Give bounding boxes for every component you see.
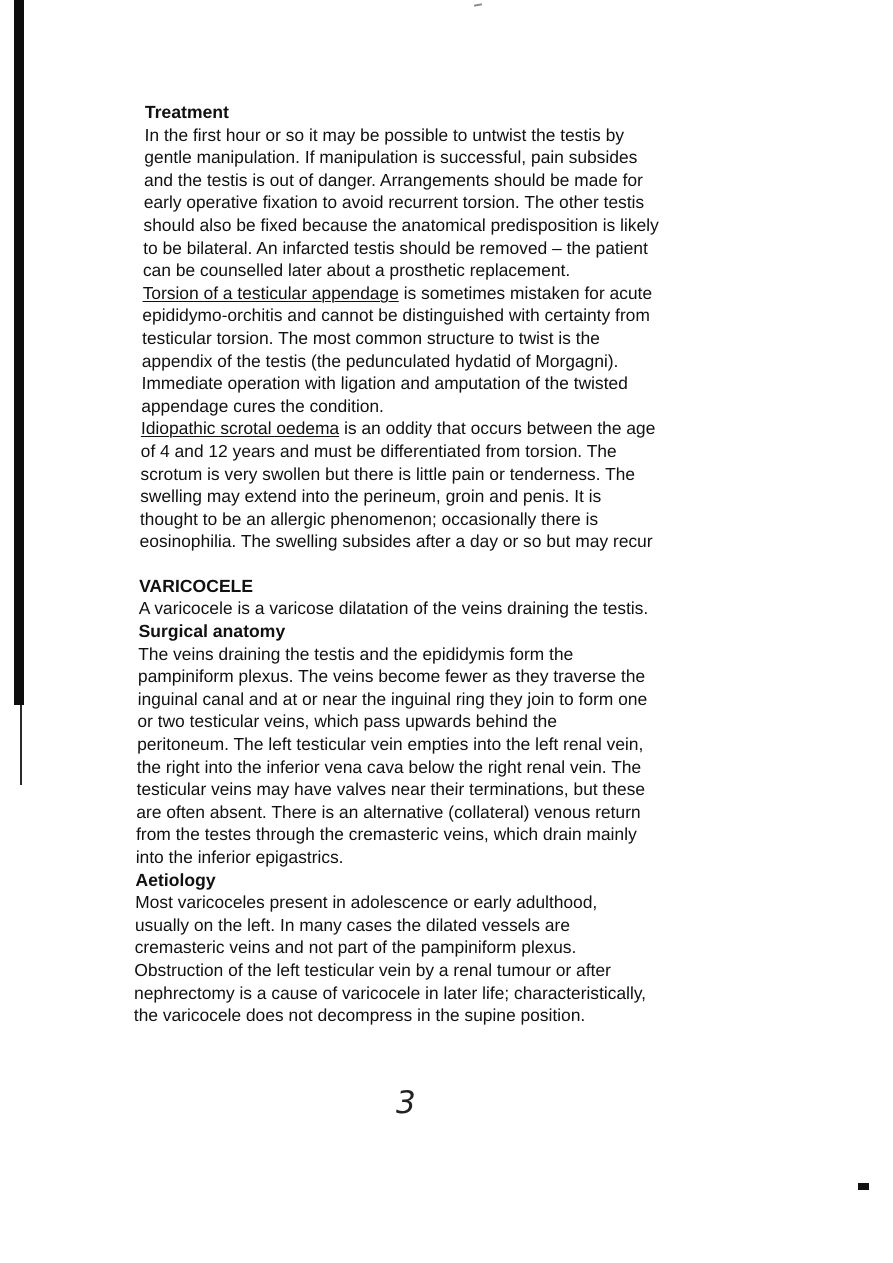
text-line: thought to be an allergic phenomenon; occasionally there is — [139, 508, 599, 529]
surgical-anatomy-heading: Surgical anatomy — [138, 621, 286, 642]
text-fragment: is an oddity that occurs between the age — [339, 418, 656, 439]
text-line: nephrectomy is a cause of varicocele in later life; characteristically, — [133, 982, 647, 1003]
text-line: appendage cures the condition. — [141, 395, 385, 416]
text-line: the varicocele does not decompress in the supine position. — [133, 1005, 586, 1026]
aetiology-text — [134, 891, 746, 1027]
text-line: into the inferior epigastrics. — [135, 847, 344, 867]
varicocele-heading: VARICOCELE — [138, 575, 254, 596]
text-line: Immediate operation with ligation and amputation of the twisted — [141, 373, 628, 394]
text-line: A varicocele is a varicose dilatation of the veins draining the testis. — [138, 598, 649, 619]
text-line: Obstruction of the left testicular vein by a renal tumour or after — [134, 959, 612, 980]
varicocele-section — [139, 575, 750, 620]
torsion-appendage-term: Torsion of a testicular appendage — [142, 282, 399, 303]
text-line: eosinophilia. The swelling subsides after a day or so but may recur — [139, 531, 653, 552]
torsion-appendage-text — [141, 282, 753, 418]
text-line: The veins draining the testis and the epididymis form the — [138, 643, 574, 664]
text-line: scrotum is very swollen but there is little pain or tenderness. The — [140, 463, 636, 484]
text-line: peritoneum. The left testicular vein empties into the left renal vein, — [137, 734, 644, 755]
scan-mark-right — [858, 1183, 869, 1190]
text-line: epididymo-orchitis and cannot be distinguished with certainty from — [142, 305, 651, 326]
handwritten-page-number: 3 — [396, 1085, 416, 1121]
text-line — [143, 282, 753, 305]
text-fragment: is sometimes mistaken for acute — [398, 282, 653, 303]
scan-shadow-edge-tail — [20, 705, 22, 785]
scan-speck — [474, 3, 482, 6]
text-line: cremasteric veins and not part of the pampiniform plexus. — [134, 937, 577, 958]
text-line: can be counselled later about a prosthetic replacement. — [142, 260, 571, 281]
text-line: Most varicoceles present in adolescence or early adulthood, — [135, 892, 598, 913]
text-line: the right into the inferior vena cava below the right renal vein. The — [136, 756, 642, 777]
text-line: testicular veins may have valves near their terminations, but these — [136, 779, 646, 800]
aetiology-heading: Aetiology — [135, 869, 216, 890]
idiopathic-oedema-paragraph — [139, 417, 751, 553]
text-line: should also be fixed because the anatomical predisposition is likely — [143, 214, 659, 235]
text-line: of 4 and 12 years and must be differentiated from torsion. The — [140, 440, 617, 461]
text-line: appendix of the testis (the pedunculated hydatid of Morgagni). — [141, 350, 619, 371]
text-line: inguinal canal and at or near the inguinal ring they join to form one — [137, 688, 648, 709]
idiopathic-oedema-text — [139, 417, 751, 553]
text-line: pampiniform plexus. The veins become fewer as they traverse the — [137, 666, 646, 687]
text-line: from the testes through the cremasteric veins, which drain mainly — [135, 824, 637, 845]
text-line: are often absent. There is an alternative (collateral) venous return — [136, 801, 641, 822]
text-line: usually on the left. In many cases the dilated vessels are — [134, 914, 571, 935]
text-line: and the testis is out of danger. Arrangements should be made for — [143, 169, 644, 190]
idiopathic-oedema-term: Idiopathic scrotal oedema — [140, 418, 340, 439]
text-line: testicular torsion. The most common structure to twist is the — [141, 327, 601, 348]
text-line: swelling may extend into the perineum, groin and penis. It is — [140, 486, 602, 507]
treatment-text — [143, 124, 755, 282]
treatment-section — [143, 101, 755, 282]
paragraph-gap — [139, 553, 749, 575]
scan-shadow-edge — [14, 0, 24, 705]
treatment-heading: Treatment — [144, 102, 230, 122]
text-line — [141, 417, 751, 440]
text-line: gentle manipulation. If manipulation is successful, pain subsides — [144, 147, 638, 168]
surgical-anatomy-section — [136, 620, 749, 869]
text-line: or two testicular veins, which pass upwards behind the — [137, 711, 558, 732]
torsion-appendage-paragraph — [141, 282, 753, 418]
aetiology-section — [134, 869, 746, 1027]
varicocele-definition-text — [139, 597, 749, 620]
text-line: early operative fixation to avoid recurrent torsion. The other testis — [143, 192, 645, 213]
text-line: to be bilateral. An infarcted testis should be removed – the patient — [143, 237, 648, 258]
text-line: In the first hour or so it may be possible to untwist the testis by — [144, 124, 625, 145]
surgical-anatomy-text — [136, 643, 749, 869]
document-page — [134, 101, 755, 1027]
